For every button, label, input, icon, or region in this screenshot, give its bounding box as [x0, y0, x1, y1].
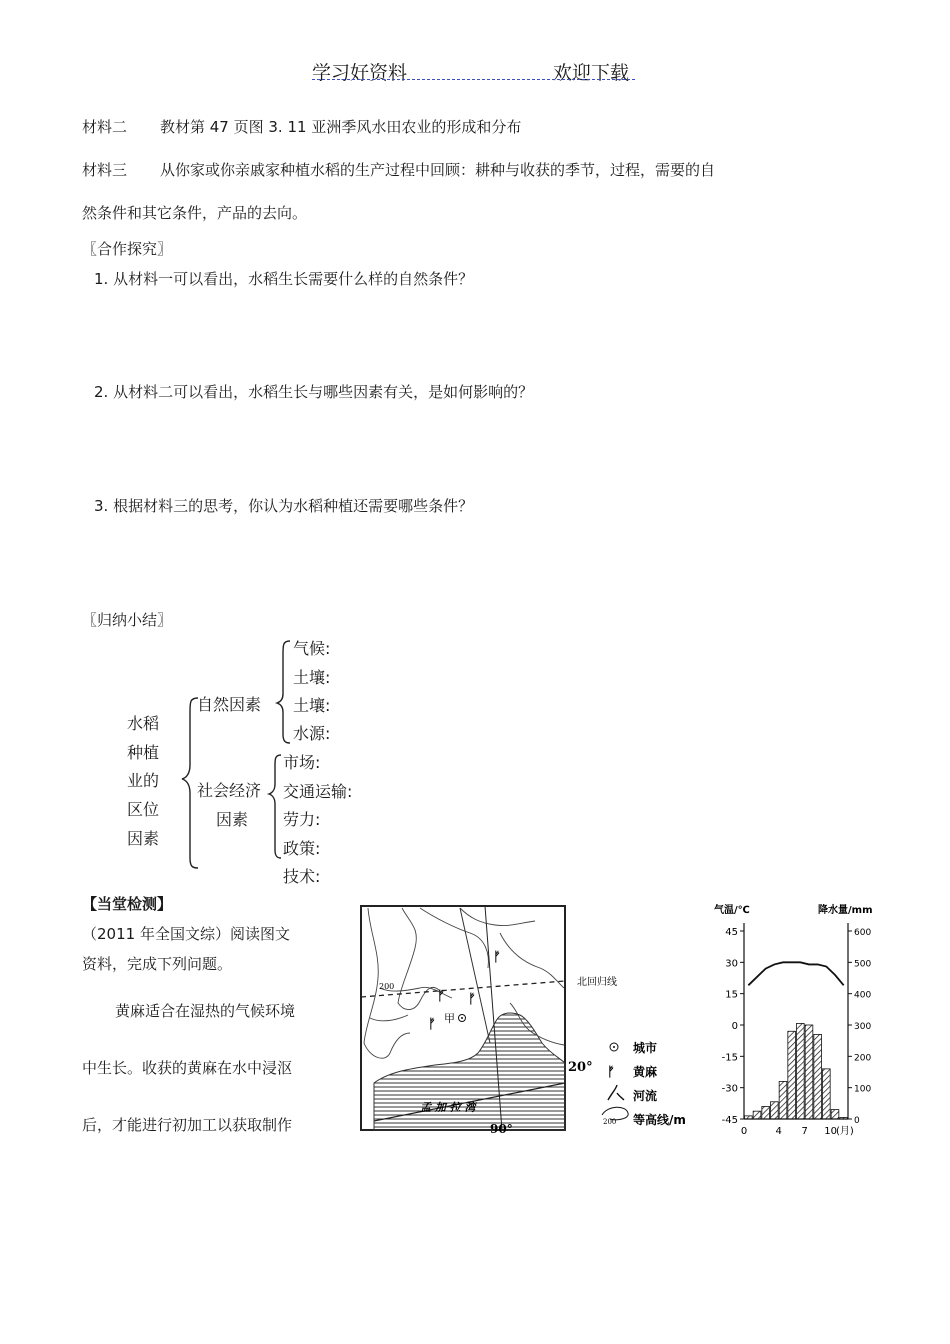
- climate-chart: [706, 893, 886, 1143]
- right-tick-label: 500: [854, 959, 872, 970]
- question-3: 3. 根据材料三的思考，你认为水稻种植还需要哪些条件？: [94, 497, 474, 515]
- precipitation-bar: [823, 1069, 831, 1119]
- material3-line1: 从你家或你亲戚家种植水稻的生产过程中回顾：耕种与收获的季节，过程，需要的自: [160, 161, 716, 179]
- material3-label: 材料三: [82, 161, 128, 179]
- header-left-text: 学习好资料: [312, 62, 408, 84]
- precipitation-bar: [814, 1034, 822, 1119]
- natural-item-climate: 气候:: [293, 639, 331, 658]
- bay-label: 孟 加 拉 湾: [420, 1101, 476, 1114]
- social-factors-label-2: 因素: [216, 810, 249, 829]
- question-1: 1. 从材料一可以看出，水稻生长需要什么样的自然条件？: [94, 270, 474, 288]
- x-tick-label: 4: [775, 1126, 782, 1137]
- precipitation-bar: [779, 1081, 787, 1119]
- precipitation-bar: [762, 1106, 770, 1119]
- main-brace: [182, 698, 198, 868]
- social-item-policy: 政策:: [283, 839, 321, 858]
- root-line-1: 水稻: [127, 714, 160, 733]
- social-factors-label-1: 社会经济: [197, 781, 262, 800]
- legend-river: 河流: [633, 1089, 658, 1103]
- precipitation-bar: [745, 1116, 753, 1119]
- lon-label: 90°: [490, 1122, 513, 1136]
- material2-text: 教材第 47 页图 3. 11 亚洲季风水田农业的形成和分布: [160, 118, 522, 136]
- left-tick-label: 30: [725, 958, 738, 970]
- natural-item-water: 水源:: [293, 724, 331, 743]
- left-tick-label: -30: [721, 1083, 738, 1095]
- test-line-5: 后，才能进行初加工以获取制作: [82, 1116, 293, 1134]
- root-line-3: 业的: [127, 771, 160, 790]
- precipitation-bar: [753, 1111, 761, 1119]
- social-brace: [269, 755, 281, 858]
- test-line-3: 黄麻适合在湿热的气候环境: [115, 1002, 296, 1020]
- material2-label: 材料二: [82, 118, 128, 136]
- legend-jute: 黄麻: [633, 1065, 658, 1079]
- right-axis-label: 降水量/mm: [818, 905, 873, 916]
- precipitation-bar: [831, 1110, 839, 1119]
- jute-symbol-3: ᚠ: [468, 992, 476, 1007]
- natural-factors-label: 自然因素: [197, 695, 262, 714]
- legend-river-icon: [608, 1085, 624, 1100]
- left-tick-label: 0: [731, 1021, 738, 1032]
- natural-item-soil: 土壤:: [293, 668, 331, 687]
- header-right-text: 欢迎下载: [553, 62, 630, 84]
- left-tick-label: 15: [725, 989, 738, 1001]
- jute-symbol-4: ᚠ: [428, 1017, 436, 1032]
- right-tick-label: 600: [854, 928, 872, 938]
- right-tick-label: 300: [854, 1022, 872, 1032]
- social-item-transport: 交通运输:: [283, 782, 353, 801]
- summary-title: 〖归纳小结〗: [82, 611, 173, 629]
- legend-contour: 等高线/m: [633, 1113, 686, 1127]
- legend-city: 城市: [633, 1041, 658, 1055]
- test-title: 【当堂检测】: [82, 895, 173, 913]
- root-line-4: 区位: [127, 800, 160, 819]
- precipitation-bar: [805, 1025, 813, 1119]
- cooperate-title: 〖合作探究〗: [82, 240, 173, 258]
- left-axis-label: 气温/℃: [714, 905, 750, 916]
- map-contour-value: 200: [379, 982, 395, 991]
- left-tick-label: -45: [721, 1115, 738, 1126]
- precipitation-bar: [840, 1117, 848, 1119]
- precipitation-bar: [788, 1031, 796, 1119]
- right-tick-label: 400: [854, 990, 872, 1001]
- social-item-market: 市场:: [283, 753, 321, 772]
- tropic-label: 北回归线: [577, 977, 617, 988]
- legend-jute-icon: ᚠ: [607, 1065, 615, 1080]
- root-line-5: 因素: [127, 829, 160, 848]
- header-dashed-rule: [312, 79, 635, 80]
- social-item-technology: 技术:: [283, 867, 321, 886]
- left-tick-label: 45: [725, 927, 738, 938]
- legend-contour-value: 200: [603, 1118, 617, 1126]
- jute-symbol-2: ᚠ: [437, 989, 445, 1004]
- x-tick-label: 7: [801, 1126, 808, 1137]
- left-tick-label: -15: [721, 1052, 738, 1064]
- root-line-2: 种植: [127, 743, 160, 762]
- precipitation-bar: [771, 1102, 779, 1119]
- question-2: 2. 从材料二可以看出，水稻生长与哪些因素有关，是如何影响的？: [94, 383, 534, 401]
- x-tick-label: 10: [824, 1126, 838, 1137]
- x-tick-label: 0: [740, 1126, 748, 1137]
- material3-line2: 然条件和其它条件，产品的去向。: [82, 204, 308, 222]
- x-axis-label: (月): [836, 1126, 854, 1137]
- lat-label: 20°: [568, 1060, 593, 1075]
- natural-item-soil-2: 土壤:: [293, 696, 331, 715]
- test-line-4: 中生长。收获的黄麻在水中浸沤: [82, 1059, 293, 1077]
- jute-symbol-1: ᚠ: [493, 950, 501, 965]
- city-label: 甲: [444, 1012, 455, 1025]
- right-tick-label: 0: [854, 1116, 860, 1126]
- test-line-1: （2011 年全国文综）阅读图文: [82, 925, 290, 943]
- precipitation-bar: [797, 1023, 805, 1119]
- temperature-line: [748, 962, 843, 985]
- social-item-labor: 劳力:: [283, 810, 321, 829]
- right-tick-label: 200: [854, 1053, 872, 1064]
- test-line-2: 资料，完成下列问题。: [82, 955, 233, 973]
- map-figure: [360, 893, 705, 1143]
- natural-brace: [277, 641, 290, 743]
- right-tick-label: 100: [854, 1084, 872, 1095]
